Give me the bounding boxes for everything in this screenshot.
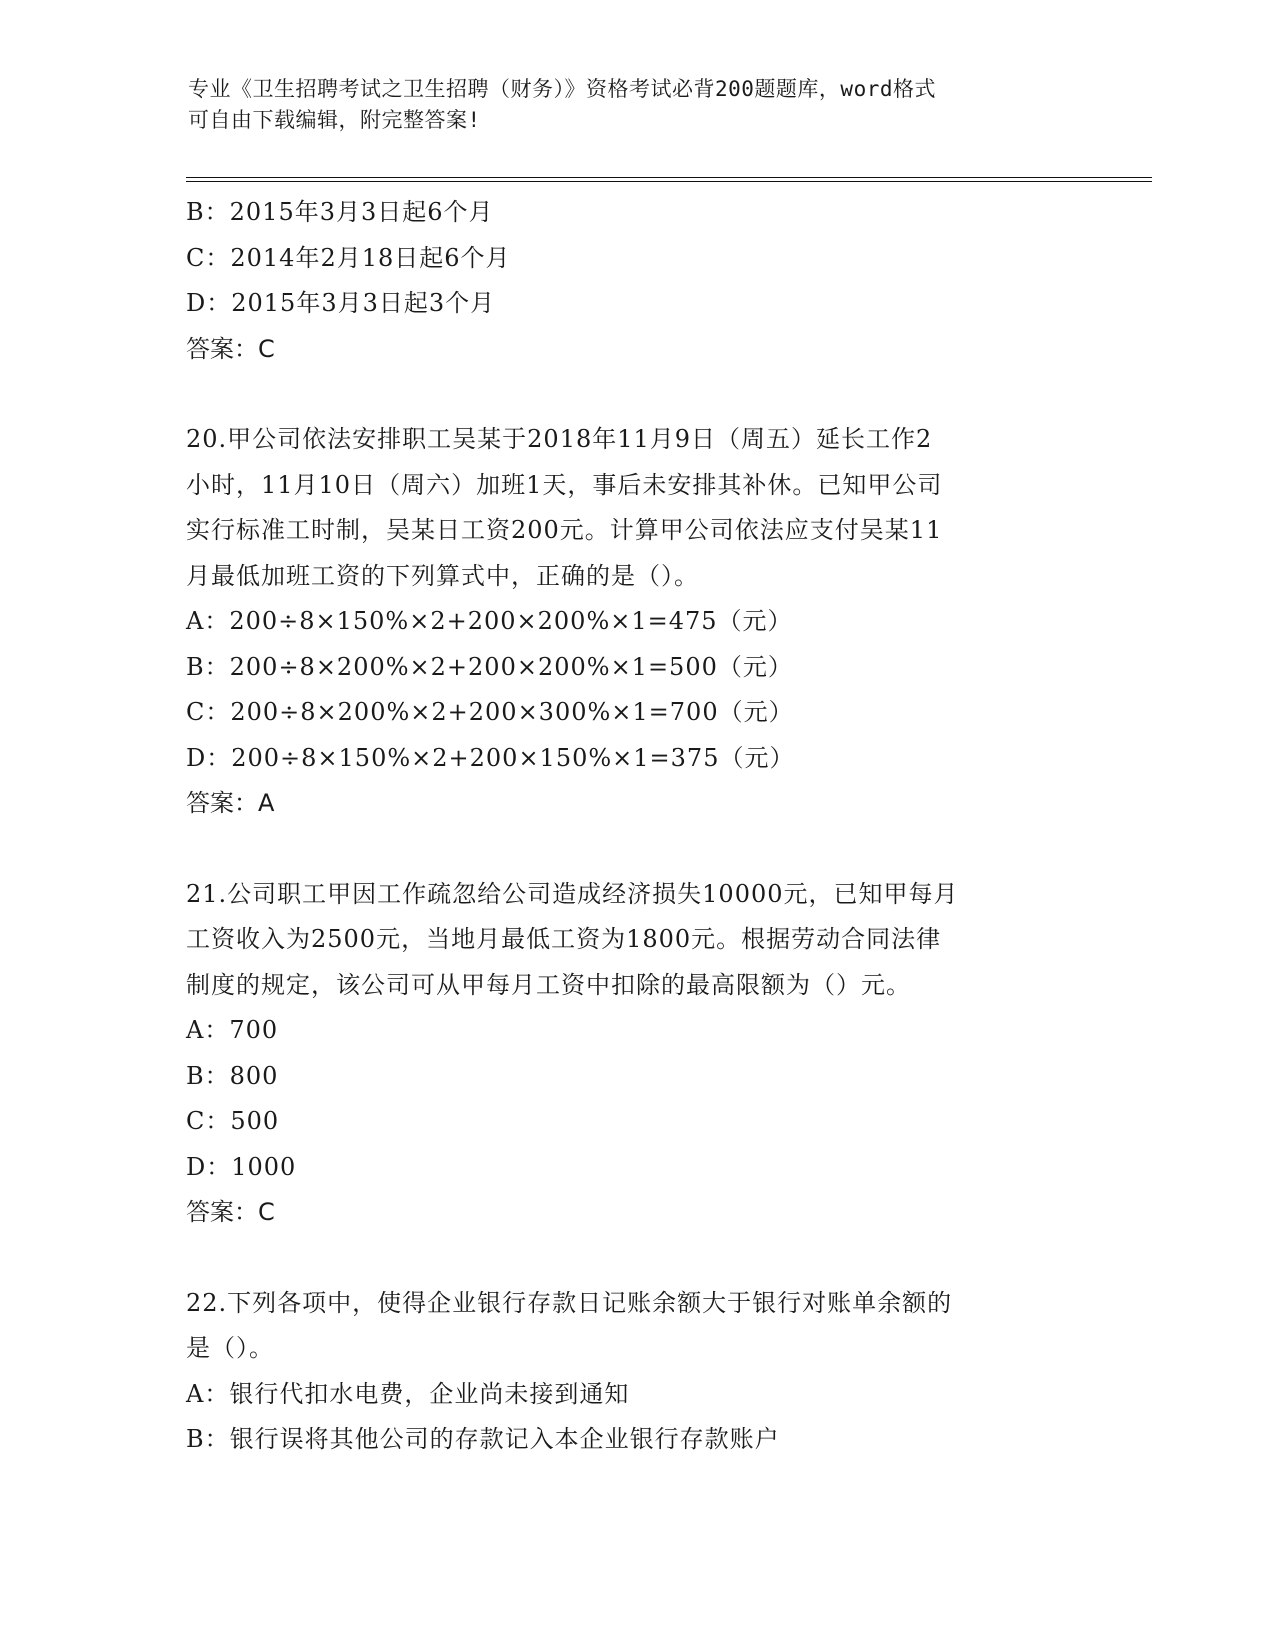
q22-option-b: B：银行误将其他公司的存款记入本企业银行存款账户 [186,1425,780,1453]
header-title-line-1: 专业《卫生招聘考试之卫生招聘（财务）》资格考试必背200题题库，word格式 [188,77,936,101]
document-body [186,190,1086,1463]
q21-stem-line: 工资收入为2500元，当地月最低工资为1800元。根据劳动合同法律 [186,925,942,953]
q20-option-a: A：200÷8×150%×2+200×200%×1=475（元） [186,607,793,635]
q21-option-d: D：1000 [186,1152,297,1181]
q21-option-c: C：500 [186,1107,280,1135]
spacer [186,372,1086,417]
q20-stem-line: 20.甲公司依法安排职工吴某于2018年11月9日（周五）延长工作2 [186,425,933,453]
q20-option-d: D：200÷8×150%×2+200×150%×1=375（元） [186,743,795,772]
q20-stem-line: 小时，11月10日（周六）加班1天，事后未安排其补休。已知甲公司 [186,470,943,499]
q20-option-b: B：200÷8×200%×2+200×200%×1=500（元） [186,652,793,681]
header-divider-top [186,177,1152,178]
spacer [186,827,1086,872]
spacer [186,1236,1086,1281]
question-19-block [186,190,1086,372]
question-21-block [186,872,1086,1236]
q20-answer: 答案：A [186,789,275,817]
q21-answer: 答案：C [186,1198,275,1226]
q21-stem-line: 制度的规定，该公司可从甲每月工资中扣除的最高限额为（）元。 [186,970,911,999]
document-header [188,74,1068,136]
q19-option-b: B：2015年3月3日起6个月 [186,198,494,226]
q19-option-d: D：2015年3月3日起3个月 [186,289,496,317]
q19-answer: 答案：C [186,334,275,363]
q21-stem-line: 21.公司职工甲因工作疏忽给公司造成经济损失10000元，已知甲每月 [186,879,959,908]
q19-option-c: C：2014年2月18日起6个月 [186,243,511,272]
question-20-block [186,417,1086,827]
q20-stem-line: 月最低加班工资的下列算式中，正确的是（）。 [186,561,699,590]
q22-option-a: A：银行代扣水电费，企业尚未接到通知 [186,1379,630,1408]
q22-stem-line: 是（）。 [186,1334,274,1362]
question-22-block [186,1281,1086,1463]
header-divider-bottom [186,181,1152,182]
q20-option-c: C：200÷8×200%×2+200×300%×1=700（元） [186,698,794,726]
q20-stem-line: 实行标准工时制，吴某日工资200元。计算甲公司依法应支付吴某11 [186,516,943,544]
header-title-line-2: 可自由下载编辑，附完整答案! [188,108,481,132]
q21-option-b: B：800 [186,1061,279,1090]
q22-stem-line: 22.下列各项中，使得企业银行存款日记账余额大于银行对账单余额的 [186,1288,953,1317]
q21-option-a: A：700 [186,1016,279,1044]
